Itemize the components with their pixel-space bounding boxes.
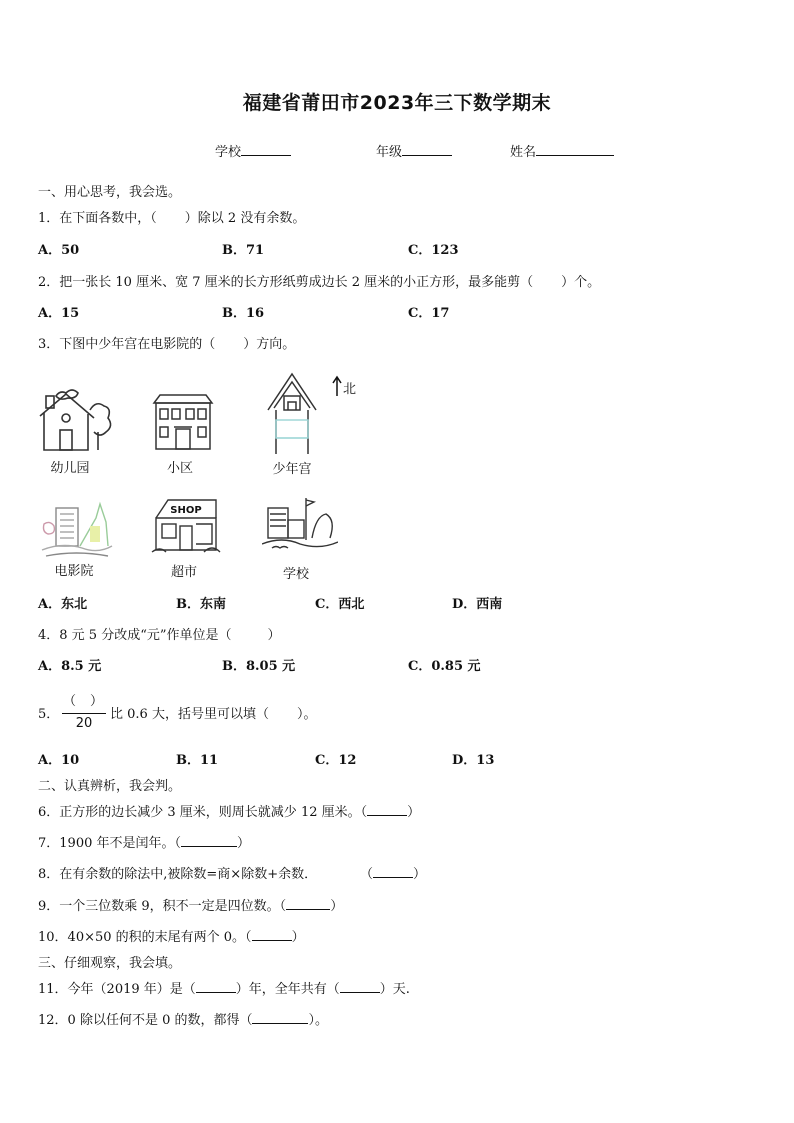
- name-field: [510, 141, 614, 160]
- question-7: 7．1900 年不是闰年。（ ）: [38, 836, 251, 851]
- q2-text: 2．把一张长 10 厘米、宽 7 厘米的长方形纸剪成边长 2 厘米的小正方形，最多能剪（: [38, 275, 534, 290]
- q4-option-a[interactable]: A．8.5 元: [38, 659, 102, 674]
- q3-option-a[interactable]: A．东北: [38, 597, 88, 612]
- question-2: [38, 271, 600, 290]
- question-6: 6．正方形的边长减少 3 厘米，则周长就减少 12 厘米。（ ）: [38, 805, 421, 820]
- q5-number: 5．: [38, 707, 60, 722]
- q5-option-d[interactable]: D．13: [452, 753, 495, 768]
- supermarket-label: 超市: [170, 565, 197, 580]
- question-10: 10．40×50 的积的末尾有两个 0。（ ）: [38, 930, 305, 945]
- q1-option-b[interactable]: B．71: [222, 243, 265, 258]
- school-label: 学校: [215, 145, 242, 160]
- q1-text: 1．在下面各数中，（: [38, 211, 157, 226]
- q5-option-c[interactable]: C．12: [315, 753, 357, 768]
- q8-answer: （ ）: [360, 867, 427, 882]
- q5-fraction-bar: [62, 713, 106, 714]
- north-label: 北: [343, 382, 357, 397]
- q8-answer-blank[interactable]: [373, 865, 413, 878]
- section-1-heading: 一、用心思考，我会选。: [38, 185, 182, 200]
- question-8: 8．在有余数的除法中,被除数=商×除数+余数．: [38, 867, 318, 882]
- question-9: 9．一个三位数乘 9，积不一定是四位数。（ ）: [38, 899, 344, 914]
- school-label: 学校: [282, 567, 309, 582]
- q5-option-a[interactable]: A．10: [38, 753, 80, 768]
- cinema-icon: [40, 498, 114, 558]
- q7-answer-blank[interactable]: [181, 834, 237, 847]
- section-2-heading: 二、认真辨析，我会判。: [38, 779, 182, 794]
- q11-answer-blank-2[interactable]: [340, 980, 380, 993]
- q12-answer-blank[interactable]: [252, 1011, 308, 1024]
- q9-answer-blank[interactable]: [286, 897, 330, 910]
- supermarket-icon: [150, 496, 222, 556]
- q6-answer-blank[interactable]: [367, 803, 407, 816]
- youth-palace-icon: [264, 372, 320, 456]
- page-title: 福建省莆田市2023年三下数学期末: [242, 92, 552, 114]
- north-arrow-icon: [332, 375, 342, 397]
- school-icon: [262, 496, 338, 558]
- q5-option-b[interactable]: B．11: [176, 753, 219, 768]
- youth-palace-label: 少年宫: [272, 462, 312, 477]
- q3-option-d[interactable]: D．西南: [452, 597, 503, 612]
- q4-option-c[interactable]: C．0.85 元: [408, 659, 481, 674]
- q2-option-c[interactable]: C．17: [408, 306, 450, 321]
- question-3: [38, 333, 295, 352]
- q2-option-b[interactable]: B．16: [222, 306, 265, 321]
- q4-text: 4．8 元 5 分改成“元”作单位是（: [38, 628, 232, 643]
- q2-option-a[interactable]: A．15: [38, 306, 80, 321]
- cinema-label: 电影院: [54, 564, 94, 579]
- q2-text-end: ）个。: [561, 275, 601, 290]
- school-field: [215, 141, 291, 160]
- name-blank[interactable]: [536, 142, 614, 156]
- school-blank[interactable]: [241, 142, 291, 156]
- section-3-heading: 三、仔细观察，我会填。: [38, 956, 182, 971]
- kindergarten-label: 幼儿园: [50, 461, 90, 476]
- q5-fraction-numerator[interactable]: （ ）: [62, 694, 104, 709]
- q10-answer-blank[interactable]: [252, 928, 292, 941]
- q4-option-b[interactable]: B．8.05 元: [222, 659, 296, 674]
- q1-option-c[interactable]: C．123: [408, 243, 459, 258]
- kindergarten-icon: [36, 380, 114, 454]
- question-1: [38, 207, 305, 226]
- q3-text-end: ）方向。: [243, 337, 296, 352]
- grade-blank[interactable]: [402, 142, 452, 156]
- question-4: [38, 624, 281, 643]
- question-11: 11．今年（2019 年）是（ ）年，全年共有（ ）天.: [38, 982, 410, 997]
- grade-field: [376, 141, 452, 160]
- residential-label: 小区: [166, 461, 193, 476]
- question-12: 12．0 除以任何不是 0 的数，都得（ ）。: [38, 1013, 328, 1028]
- shop-sign: SHOP: [170, 505, 202, 516]
- q3-option-b[interactable]: B．东南: [176, 597, 226, 612]
- q4-text-end: ）: [267, 628, 281, 643]
- q11-answer-blank-1[interactable]: [196, 980, 236, 993]
- residential-icon: [152, 393, 214, 451]
- q3-option-c[interactable]: C．西北: [315, 597, 365, 612]
- q5-text: 比 0.6 大，括号里可以填（ ）。: [110, 707, 317, 722]
- q1-option-a[interactable]: A．50: [38, 243, 80, 258]
- name-label: 姓名: [510, 145, 537, 160]
- q1-text-end: ）除以 2 没有余数。: [184, 211, 306, 226]
- q3-text: 3．下图中少年宫在电影院的（: [38, 337, 216, 352]
- q5-fraction-denominator: 20: [75, 716, 93, 731]
- grade-label: 年级: [376, 145, 403, 160]
